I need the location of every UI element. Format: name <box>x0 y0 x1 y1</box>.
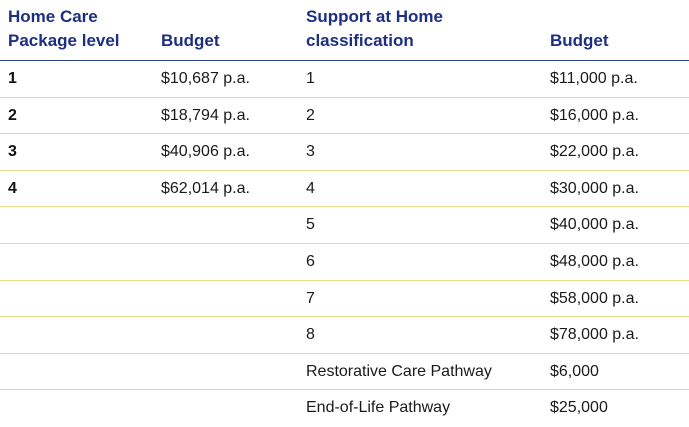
header-classification-line2: classification <box>306 31 414 50</box>
table-row <box>0 207 689 244</box>
cell-classification: 7 <box>306 289 315 307</box>
cell-level: 4 <box>8 179 17 197</box>
cell-sah-budget: $11,000 p.a. <box>550 70 638 87</box>
table-row <box>0 244 689 281</box>
header-hcp-budget: Budget <box>161 31 220 50</box>
cell-hcp-budget: $18,794 p.a. <box>161 106 250 124</box>
cell-classification: 3 <box>306 143 315 161</box>
table-row <box>0 134 689 171</box>
cell-classification: 1 <box>306 70 315 87</box>
cell-sah-budget: $25,000 <box>550 399 608 417</box>
cell-level: 1 <box>8 70 17 87</box>
cell-level: 2 <box>8 106 17 124</box>
cell-sah-budget: $22,000 p.a. <box>550 143 639 161</box>
cell-classification: End-of-Life Pathway <box>306 399 451 417</box>
cell-sah-budget: $16,000 p.a. <box>550 106 639 124</box>
cell-classification: 8 <box>306 326 315 344</box>
table-row <box>0 98 689 135</box>
table-row <box>0 61 689 98</box>
header-sah-budget: Budget <box>550 31 609 50</box>
table-row <box>0 171 689 208</box>
cell-sah-budget: $40,000 p.a. <box>550 216 639 234</box>
table-row <box>0 354 689 391</box>
cell-classification: 6 <box>306 252 315 270</box>
cell-level: 3 <box>8 143 17 161</box>
table-row <box>0 281 689 318</box>
table-row <box>0 317 689 354</box>
cell-sah-budget: $6,000 <box>550 362 599 380</box>
table-header <box>0 0 689 61</box>
header-package-level-line1: Home Care <box>8 7 98 26</box>
cell-classification: 2 <box>306 106 315 124</box>
cell-classification: 4 <box>306 179 315 197</box>
cell-classification: Restorative Care Pathway <box>306 362 492 380</box>
table-row <box>0 390 689 426</box>
cell-hcp-budget: $10,687 p.a. <box>161 70 250 87</box>
header-classification <box>306 5 506 53</box>
cell-sah-budget: $30,000 p.a. <box>550 179 639 197</box>
cell-hcp-budget: $40,906 p.a. <box>161 143 250 161</box>
cell-sah-budget: $78,000 p.a. <box>550 326 639 344</box>
cell-sah-budget: $48,000 p.a. <box>550 252 639 270</box>
cell-sah-budget: $58,000 p.a. <box>550 289 639 307</box>
header-package-level-line2: Package level <box>8 31 120 50</box>
cell-hcp-budget: $62,014 p.a. <box>161 179 250 197</box>
cell-classification: 5 <box>306 216 315 234</box>
header-package-level <box>8 5 148 53</box>
header-classification-line1: Support at Home <box>306 7 443 26</box>
